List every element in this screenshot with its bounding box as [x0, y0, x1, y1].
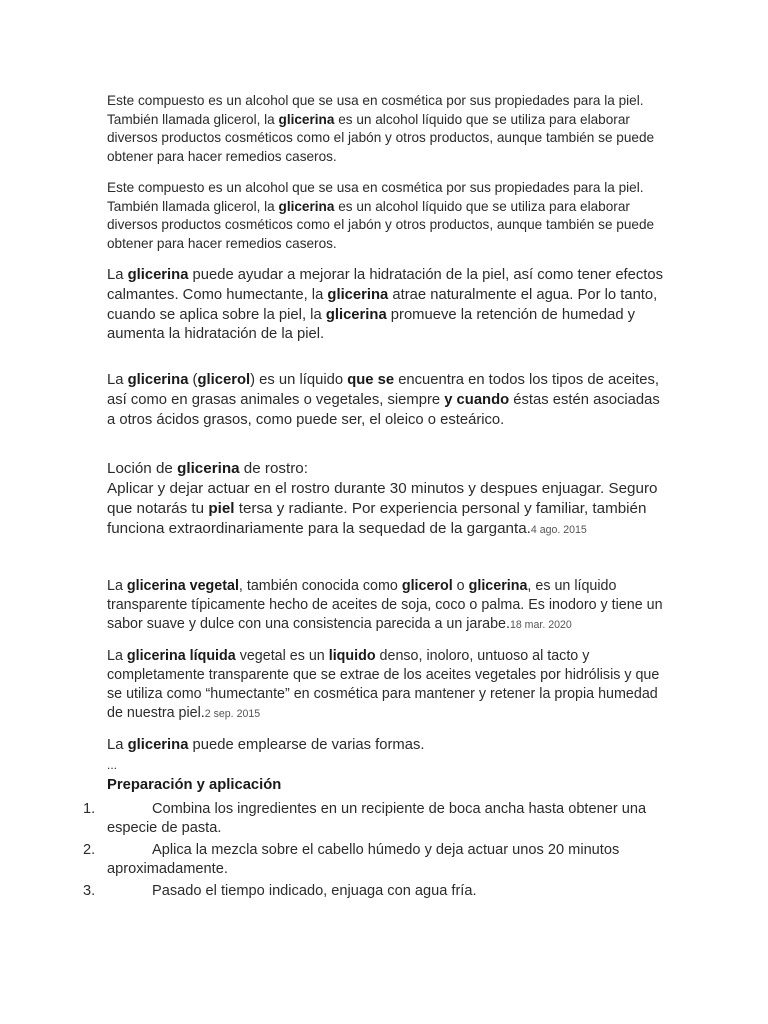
- step-text: Pasado el tiempo indicado, enjuaga con agua fría.: [152, 883, 477, 900]
- list-item: [0, 882, 768, 901]
- paragraph-glicerina-intro: [107, 92, 667, 166]
- bold-term: piel: [208, 500, 235, 517]
- bold-term: que se: [347, 372, 395, 388]
- bold-term: glicerina: [325, 306, 387, 323]
- paragraph-formas-de-uso: [107, 736, 667, 795]
- paragraph-glicerina-intro-repeat: [107, 179, 667, 253]
- text-run: ) es un líquido: [250, 372, 348, 388]
- text-run: denso, inoloro, untuoso al tacto y completamente transparente que se extrae de los aceites vegetales por hidrólisis y que se utiliza como “humectante” en cosmética para mantener y retener la propia humedad de nuestra piel.: [107, 648, 660, 721]
- paragraph-glicerol: [107, 371, 667, 430]
- text-run: Aplicar y dejar actuar en el rostro durante 30 minutos y despues enjuagar. Seguro que notarás tu: [107, 480, 658, 517]
- text-run: La: [107, 578, 127, 594]
- paragraph-glicerina-vegetal: [107, 577, 667, 635]
- preparation-steps-list: [0, 800, 768, 905]
- text-run: encuentra en todos los tipos de aceites, así como en grasas animales o vegetales, siempre: [107, 372, 659, 408]
- date-label: 2 sep. 2015: [204, 708, 261, 720]
- bold-term: glicerina: [278, 111, 335, 127]
- bold-term: glicerina vegetal: [126, 578, 239, 594]
- list-item: [0, 841, 768, 878]
- bold-term: glicerina: [127, 267, 189, 283]
- text-run: puede emplearse de varias formas.: [188, 737, 425, 753]
- paragraph-locion-rostro: [107, 459, 667, 540]
- bold-term: y cuando: [444, 391, 510, 408]
- text-run: tersa y radiante. Por experiencia personal y familiar, también funciona extraordinariamente para la sequedad de la garganta.: [107, 500, 647, 537]
- text-run: La: [107, 372, 128, 388]
- text-run: o: [452, 578, 469, 594]
- bold-term: glicerina: [327, 286, 389, 303]
- text-run: La: [107, 648, 127, 664]
- date-label: 4 ago. 2015: [530, 524, 587, 536]
- step-number: 3.: [83, 883, 96, 900]
- date-label: 18 mar. 2020: [509, 619, 572, 631]
- bold-term: glicerina: [127, 737, 189, 753]
- bold-term: glicerol: [401, 578, 453, 594]
- text-run: vegetal es un: [235, 648, 329, 664]
- text-run: , también conocida como: [238, 578, 402, 594]
- text-run: puede ayudar a mejorar la hidratación de la piel, así como tener efectos calmantes. Como humectante, la: [107, 267, 664, 303]
- paragraph-hidratacion: [107, 266, 667, 345]
- step-number: 2.: [83, 842, 96, 859]
- bold-term: liquido: [328, 648, 376, 664]
- bold-term: glicerina: [127, 372, 189, 388]
- text-run: Este compuesto es un alcohol que se usa en cosmética por sus propiedades para la piel. También llamada glicerol, la: [107, 180, 644, 214]
- bold-term: glicerina: [177, 460, 240, 477]
- text-run: de rostro:: [239, 460, 308, 477]
- text-run: Loción de: [107, 460, 178, 477]
- list-item: [0, 800, 768, 837]
- step-text: Aplica la mezcla sobre el cabello húmedo y deja actuar unos 20 minutos aproximadamente.: [107, 842, 620, 877]
- text-run: atrae naturalmente el agua. Por lo tanto, cuando se aplica sobre la piel, la: [107, 286, 658, 323]
- text-run: es un alcohol líquido que se utiliza para elaborar diversos productos cosméticos como el jabón y otros productos, aunque también se puede obtener para hacer remedios caseros.: [107, 111, 655, 164]
- bold-term: glicerina: [278, 198, 335, 214]
- text-run: es un alcohol líquido que se utiliza para elaborar diversos productos cosméticos como el jabón y otros productos, aunque también se puede obtener para hacer remedios caseros.: [107, 198, 655, 251]
- step-text: Combina los ingredientes en un recipiente de boca ancha hasta obtener una especie de pasta.: [107, 801, 647, 836]
- bold-term: glicerina líquida: [126, 648, 236, 664]
- bold-term: Preparación y aplicación: [107, 776, 282, 793]
- text-run: Este compuesto es un alcohol que se usa en cosmética por sus propiedades para la piel. También llamada glicerol, la: [107, 93, 644, 127]
- bold-term: glicerina: [468, 578, 528, 594]
- bold-term: glicerol: [197, 372, 251, 388]
- text-run: , es un líquido transparente típicamente hecho de aceites de soja, coco o palma. Es inodoro y tiene un sabor suave y dulce con una consistencia parecida a un jarabe.: [107, 578, 663, 632]
- text-run: (: [188, 372, 198, 388]
- paragraph-glicerina-liquida: [107, 647, 667, 724]
- text-run: La: [107, 267, 128, 283]
- step-number: 1.: [83, 801, 96, 817]
- text-run: promueve la retención de humedad y aumenta la hidratación de la piel.: [107, 306, 636, 343]
- ellipsis-text: ...: [107, 757, 118, 772]
- text-run: La: [107, 737, 128, 753]
- text-run: éstas estén asociadas a otros ácidos grasos, como puede ser, el oleico o esteárico.: [107, 391, 660, 428]
